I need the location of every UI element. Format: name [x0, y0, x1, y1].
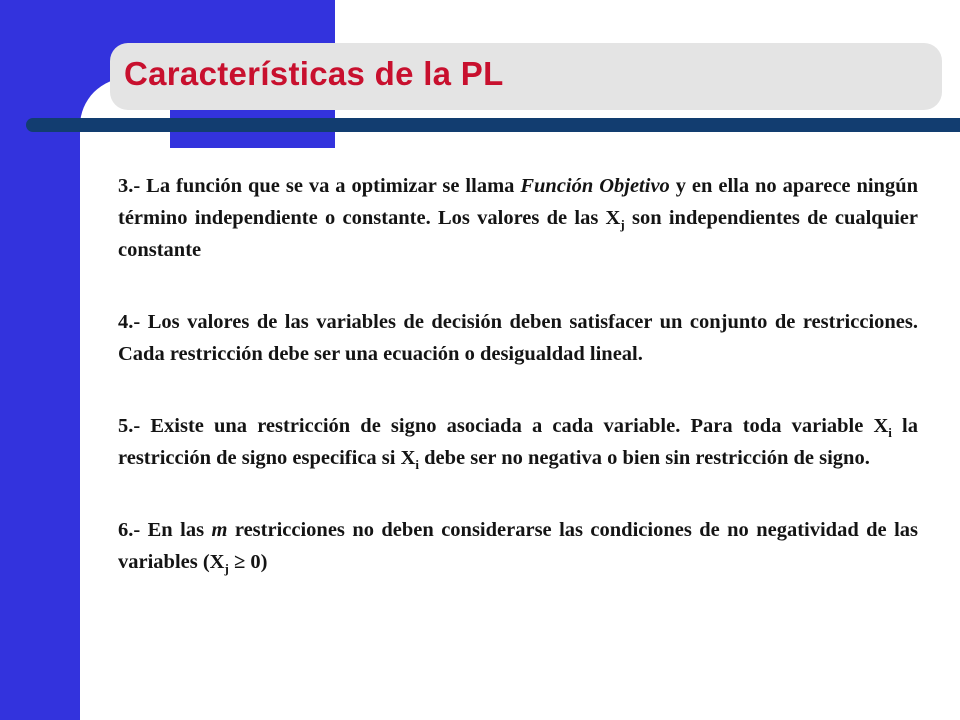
- item-6: [118, 514, 918, 578]
- item-5-text-c: debe ser no negativa o bien sin restricción de signo.: [419, 447, 870, 469]
- item-3-term: Función Objetivo: [520, 175, 670, 197]
- item-6-variable: m: [211, 519, 228, 541]
- item-6-text-b: restricciones no deben considerarse las condiciones de no negatividad de las variables (X: [118, 519, 918, 573]
- item-3-subscript: j: [620, 217, 625, 233]
- item-3-text-c: son independientes de cualquier constante: [118, 207, 918, 261]
- item-5-text: Existe una restricción de signo asociada a cada variable. Para toda variable X: [150, 415, 889, 437]
- item-6-subscript: j: [224, 561, 229, 577]
- item-6-number: 6.-: [118, 519, 141, 541]
- title-bar: [110, 43, 942, 110]
- item-6-text: En las: [147, 519, 212, 541]
- side-bar-decoration: [0, 0, 80, 720]
- item-4-number: 4.-: [118, 311, 141, 333]
- item-6-text-c: ≥ 0): [228, 551, 268, 573]
- slide-body: [118, 170, 918, 618]
- item-5-subscript: i: [888, 425, 892, 441]
- item-5-subscript-b: i: [415, 457, 420, 473]
- item-5: [118, 410, 918, 474]
- slide-title: Características de la PL: [124, 55, 504, 92]
- item-5-text-b: la restricción de signo especifica si X: [118, 415, 918, 469]
- item-3-text: La función que se va a optimizar se llama: [146, 175, 521, 197]
- item-4-text: Los valores de las variables de decisión deben satisfacer un conjunto de restricciones. Cada restricción debe ser una ecuación o desigualdad lineal.: [118, 311, 919, 365]
- item-3-number: 3.-: [118, 175, 141, 197]
- item-3-text-b: y en ella no aparece ningún término independiente o constante. Los valores de las X: [118, 175, 919, 229]
- item-4: [118, 306, 918, 370]
- item-5-number: 5.-: [118, 415, 141, 437]
- item-3: [118, 170, 918, 266]
- title-rule: [26, 118, 960, 132]
